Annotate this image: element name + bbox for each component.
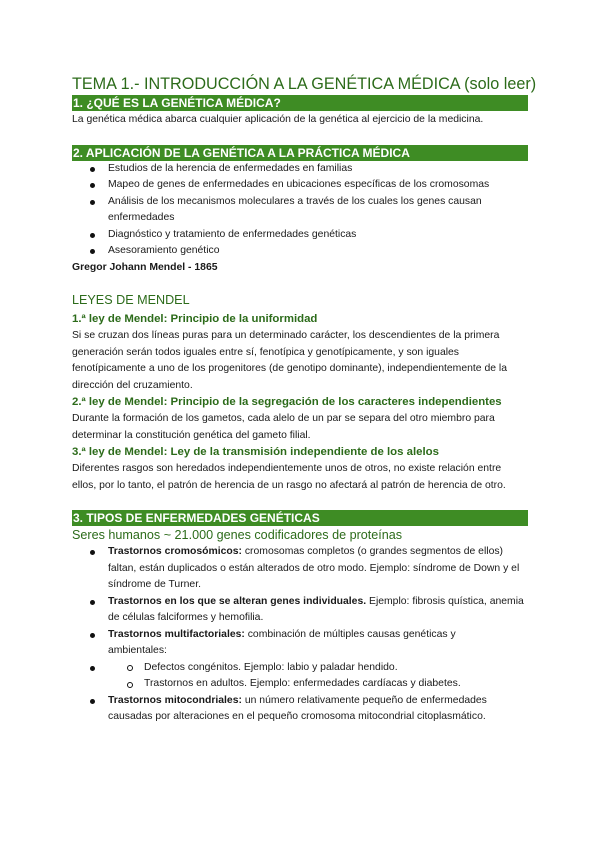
sublist-item: Defectos congénitos. Ejemplo: labio y paladar hendido. bbox=[108, 660, 528, 677]
law3-title: 3.ª ley de Mendel: Ley de la transmisión independiente de los alelos bbox=[72, 446, 439, 458]
item-label: Trastornos multifactoriales: bbox=[108, 628, 245, 640]
sublist bbox=[108, 660, 528, 693]
section3-list bbox=[72, 544, 528, 726]
section3-heading: 3. TIPOS DE ENFERMEDADES GENÉTICAS bbox=[72, 510, 528, 526]
law2-body: Durante la formación de los gametos, cada alelo de un par se separa del otro miembro para determinar la constitución genética del gameto filial. bbox=[72, 413, 495, 441]
list-item: Diagnóstico y tratamiento de enfermedades genéticas bbox=[72, 227, 528, 244]
list-item bbox=[72, 594, 528, 627]
item-text: cromosomas completos (o grandes segmentos de ellos) faltan, están duplicados o están alterados de otro modo. Ejemplo: síndrome de Down y el síndrome de Turner. bbox=[108, 546, 520, 590]
list-item bbox=[72, 693, 528, 726]
item-text: Ejemplo: fibrosis quística, anemia de células falciformes y hemofilia. bbox=[108, 595, 524, 623]
section1-heading: 1. ¿QUÉ ES LA GENÉTICA MÉDICA? bbox=[72, 95, 528, 111]
list-item bbox=[72, 627, 528, 660]
law3-body: Diferentes rasgos son heredados independientemente unos de otros, no existe relación entre ellos, por lo tanto, el patrón de herencia de un rasgo no afectará al patrón de herencia de otro. bbox=[72, 463, 506, 491]
law1-body: Si se cruzan dos líneas puras para un determinado carácter, los descendientes de la primera generación serán todos iguales entre sí, fenotípica y genotípicamente, y son iguales fenotípicamente a uno de los progenitores (de genotipo dominante), independientemente de la dirección del cruzamiento. bbox=[72, 330, 507, 391]
list-item: Mapeo de genes de enfermedades en ubicaciones específicas de los cromosomas bbox=[72, 177, 528, 194]
list-item: Asesoramiento genético bbox=[72, 243, 528, 260]
law1-title: 1.ª ley de Mendel: Principio de la uniformidad bbox=[72, 313, 318, 325]
author-line: Gregor Johann Mendel - 1865 bbox=[72, 261, 218, 273]
document-title: TEMA 1.- INTRODUCCIÓN A LA GENÉTICA MÉDICA (solo leer) bbox=[72, 75, 537, 93]
section2-list bbox=[72, 161, 528, 260]
list-item: Análisis de los mecanismos moleculares a través de los cuales los genes causan enfermedades bbox=[72, 194, 528, 227]
list-item: Estudios de la herencia de enfermedades en familias bbox=[72, 161, 528, 178]
item-label: Trastornos en los que se alteran genes individuales. bbox=[108, 595, 367, 607]
mendel-heading: LEYES DE MENDEL bbox=[72, 293, 190, 307]
item-text: un número relativamente pequeño de enfermedades causadas por alteraciones en el pequeño cromosoma mitocondrial citoplasmático. bbox=[108, 694, 487, 722]
section1-body: La genética médica abarca cualquier aplicación de la genética al ejercicio de la medicina. bbox=[72, 114, 484, 125]
sublist-item: Trastornos en adultos. Ejemplo: enfermedades cardíacas y diabetes. bbox=[108, 676, 528, 693]
section2-heading: 2. APLICACIÓN DE LA GENÉTICA A LA PRÁCTICA MÉDICA bbox=[72, 145, 528, 161]
document-page bbox=[72, 74, 537, 726]
list-item-sublist bbox=[72, 660, 528, 693]
list-item bbox=[72, 544, 528, 594]
item-label: Trastornos mitocondriales: bbox=[108, 694, 242, 706]
item-label: Trastornos cromosómicos: bbox=[108, 546, 242, 557]
section3-subheading: Seres humanos ~ 21.000 genes codificadores de proteínas bbox=[72, 528, 403, 542]
law2-title: 2.ª ley de Mendel: Principio de la segregación de los caracteres independientes bbox=[72, 396, 502, 408]
item-text: combinación de múltiples causas genéticas y ambientales: bbox=[108, 628, 456, 656]
